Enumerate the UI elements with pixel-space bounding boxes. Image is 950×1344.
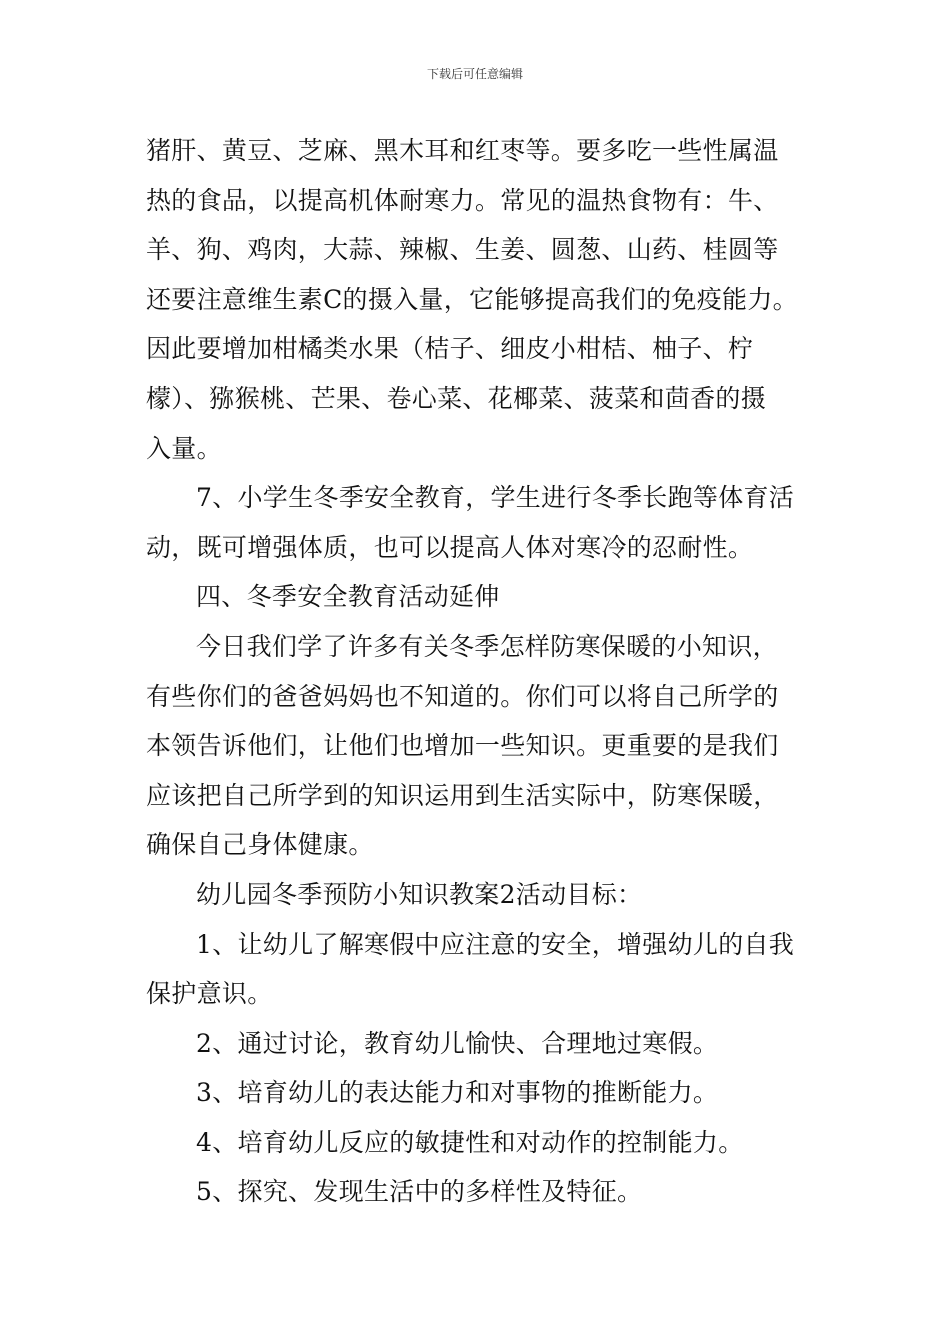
text-line: 羊、狗、鸡肉，大蒜、辣椒、生姜、圆葱、山药、桂圆等 bbox=[146, 235, 779, 265]
text-line: 动，既可增强体质，也可以提高人体对寒冷的忍耐性。 bbox=[146, 532, 754, 562]
text-line: 应该把自己所学到的知识运用到生活实际中，防寒保暖， bbox=[146, 780, 779, 810]
section-heading: 幼儿园冬季预防小知识教案2活动目标： bbox=[196, 879, 643, 909]
document-body bbox=[146, 126, 812, 1217]
text-line: 还要注意维生素C的摄入量，它能够提高我们的免疫能力。 bbox=[146, 284, 798, 314]
text-line: 确保自己身体健康。 bbox=[146, 830, 374, 860]
text-line: 热的食品，以提高机体耐寒力。常见的温热食物有：牛、 bbox=[146, 185, 779, 215]
page-header: 下载后可任意编辑 bbox=[426, 67, 523, 81]
text-line: 猪肝、黄豆、芝麻、黑木耳和红枣等。要多吃一些性属温 bbox=[146, 136, 779, 165]
text-line: 今日我们学了许多有关冬季怎样防寒保暖的小知识， bbox=[196, 631, 778, 661]
text-line: 有些你们的爸爸妈妈也不知道的。你们可以将自己所学的 bbox=[146, 681, 779, 711]
list-item: 1、让幼儿了解寒假中应注意的安全，增强幼儿的自我 bbox=[196, 929, 795, 959]
text-line: 7、小学生冬季安全教育，学生进行冬季长跑等体育活 bbox=[196, 483, 795, 513]
text-line: 保护意识。 bbox=[146, 979, 273, 1009]
list-item: 4、培育幼儿反应的敏捷性和对动作的控制能力。 bbox=[196, 1127, 744, 1157]
text-line: 檬）、猕猴桃、芒果、卷心菜、花椰菜、菠菜和茴香的摄 bbox=[146, 383, 767, 413]
list-item: 5、探究、发现生活中的多样性及特征。 bbox=[196, 1177, 643, 1207]
list-item: 3、培育幼儿的表达能力和对事物的推断能力。 bbox=[196, 1078, 719, 1108]
text-line: 因此要增加柑橘类水果（桔子、细皮小柑桔、柚子、柠 bbox=[146, 334, 754, 364]
text-line: 入量。 bbox=[146, 433, 222, 463]
text-line: 本领告诉他们，让他们也增加一些知识。更重要的是我们 bbox=[146, 731, 779, 761]
section-heading: 四、冬季安全教育活动延伸 bbox=[196, 582, 500, 612]
list-item: 2、通过讨论，教育幼儿愉快、合理地过寒假。 bbox=[196, 1028, 719, 1058]
